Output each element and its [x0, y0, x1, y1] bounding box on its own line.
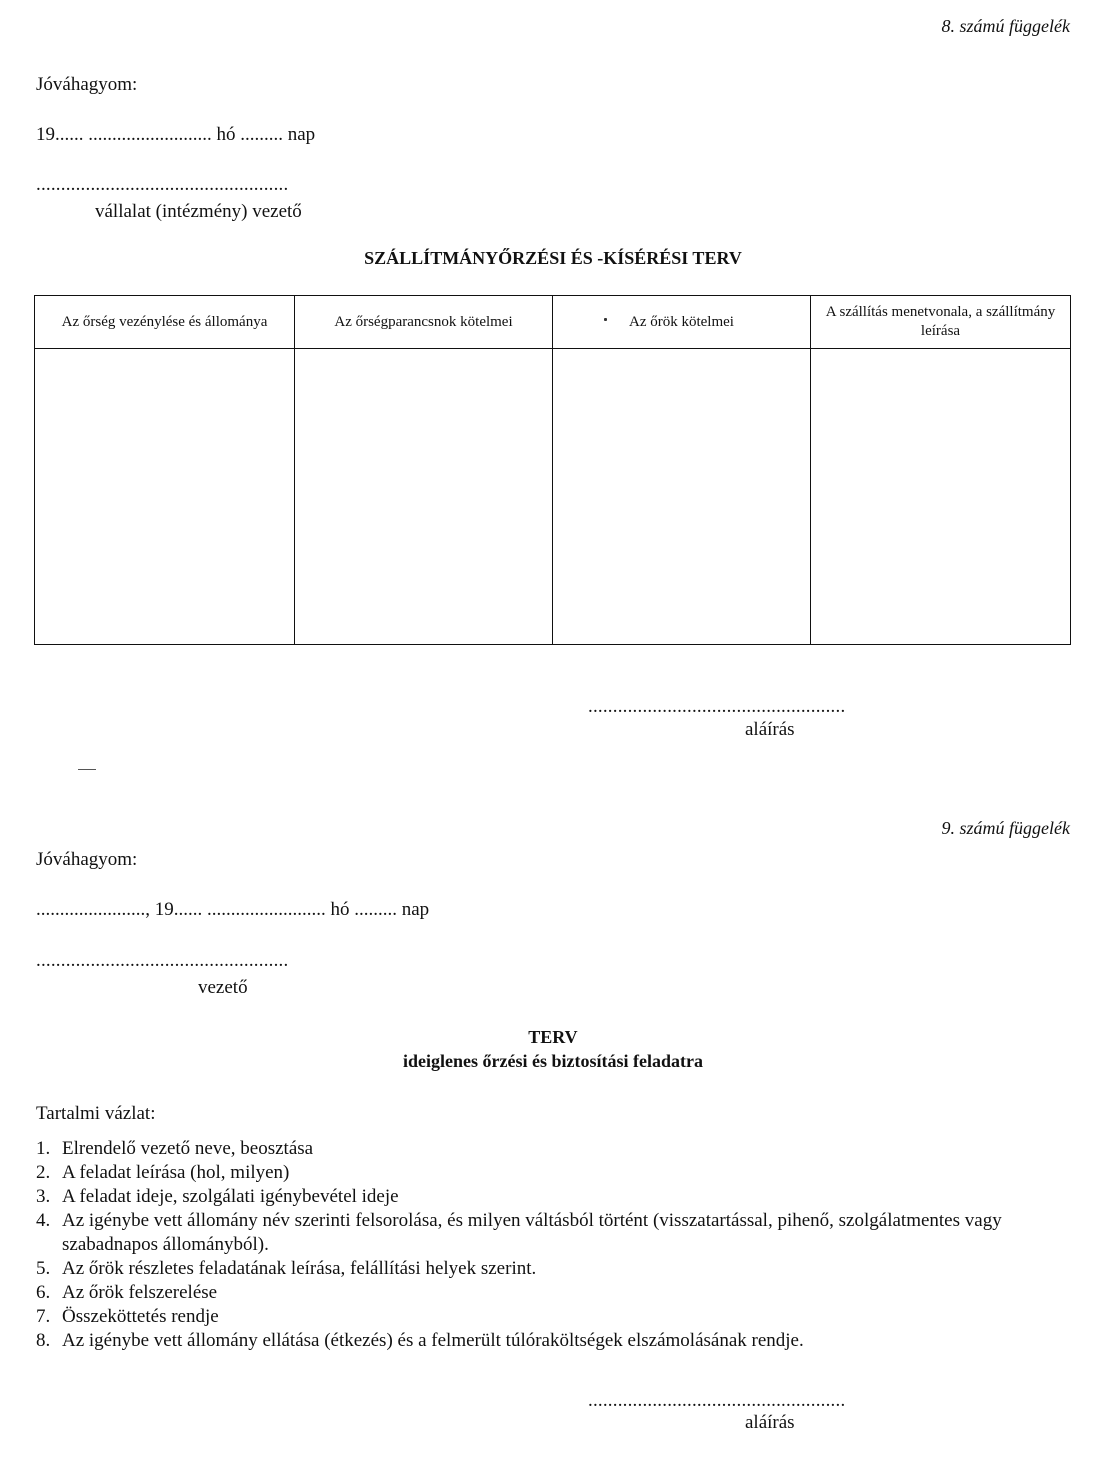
signature-label: aláírás: [745, 719, 795, 740]
approval-label: Jóváhagyom:: [36, 74, 138, 95]
scan-speck: [78, 769, 96, 770]
document-title: SZÁLLÍTMÁNYŐRZÉSI ÉS -KÍSÉRÉSI TERV: [364, 248, 742, 268]
table-empty-row: [35, 349, 1071, 645]
list-item: 8. Az igénybe vett állomány ellátása (étkezés) és a felmerült túlóraköltségek elszámolásának rendje.: [36, 1330, 804, 1351]
list-item: 1. Elrendelő vezető neve, beosztása: [36, 1138, 314, 1159]
signatory-line: ...................................................: [36, 174, 289, 195]
document-subtitle: ideiglenes őrzési és biztosítási feladatra: [403, 1051, 703, 1071]
table-cell: [295, 349, 553, 645]
appendix-9-label: 9. számú függelék: [941, 818, 1070, 838]
signatory-role: vállalat (intézmény) vezető: [95, 201, 302, 222]
column-header: Az őrség vezénylése és állománya: [35, 296, 295, 349]
column-header: Az őrségparancsnok kötelmei: [295, 296, 553, 349]
contents-list: [36, 1137, 1076, 1353]
list-item: 3. A feladat ideje, szolgálati igénybevétel ideje: [36, 1186, 399, 1207]
date-line: 19...... .......................... hó ......... nap: [36, 124, 316, 145]
signatory-line: ...................................................: [36, 950, 289, 971]
list-item: 7. Összeköttetés rendje: [36, 1306, 219, 1327]
signature-dots: ....................................................: [588, 1390, 846, 1411]
list-item: 2. A feladat leírása (hol, milyen): [36, 1162, 290, 1183]
list-item: 5. Az őrök részletes feladatának leírása, felállítási helyek szerint.: [36, 1258, 537, 1279]
document-title: TERV: [528, 1027, 578, 1047]
table-cell: [553, 349, 811, 645]
contents-label: Tartalmi vázlat:: [36, 1103, 156, 1124]
column-header: Az őrök kötelmei: [553, 296, 811, 349]
table-cell: [35, 349, 295, 645]
list-item: 4. Az igénybe vett állomány név szerinti felsorolása, és milyen váltásból történt (visszatartással, pihenő, szolgálatmentes vagy szabadnapos állományból).: [36, 1210, 1002, 1255]
table-cell: [811, 349, 1071, 645]
appendix-8-label: 8. számú függelék: [941, 16, 1070, 36]
column-header: A szállítás menetvonala, a szállítmány leírása: [811, 296, 1071, 349]
approval-label: Jóváhagyom:: [36, 849, 138, 870]
date-line: ......................., 19...... ......................... hó ......... nap: [36, 899, 430, 920]
signature-label: aláírás: [745, 1412, 795, 1433]
scan-speck: [604, 318, 607, 321]
signature-dots: ....................................................: [588, 696, 846, 717]
list-item: 6. Az őrök felszerelése: [36, 1282, 218, 1303]
table-header-row: [35, 296, 1071, 349]
plan-table: [34, 295, 1071, 645]
signatory-role: vezető: [198, 977, 248, 998]
